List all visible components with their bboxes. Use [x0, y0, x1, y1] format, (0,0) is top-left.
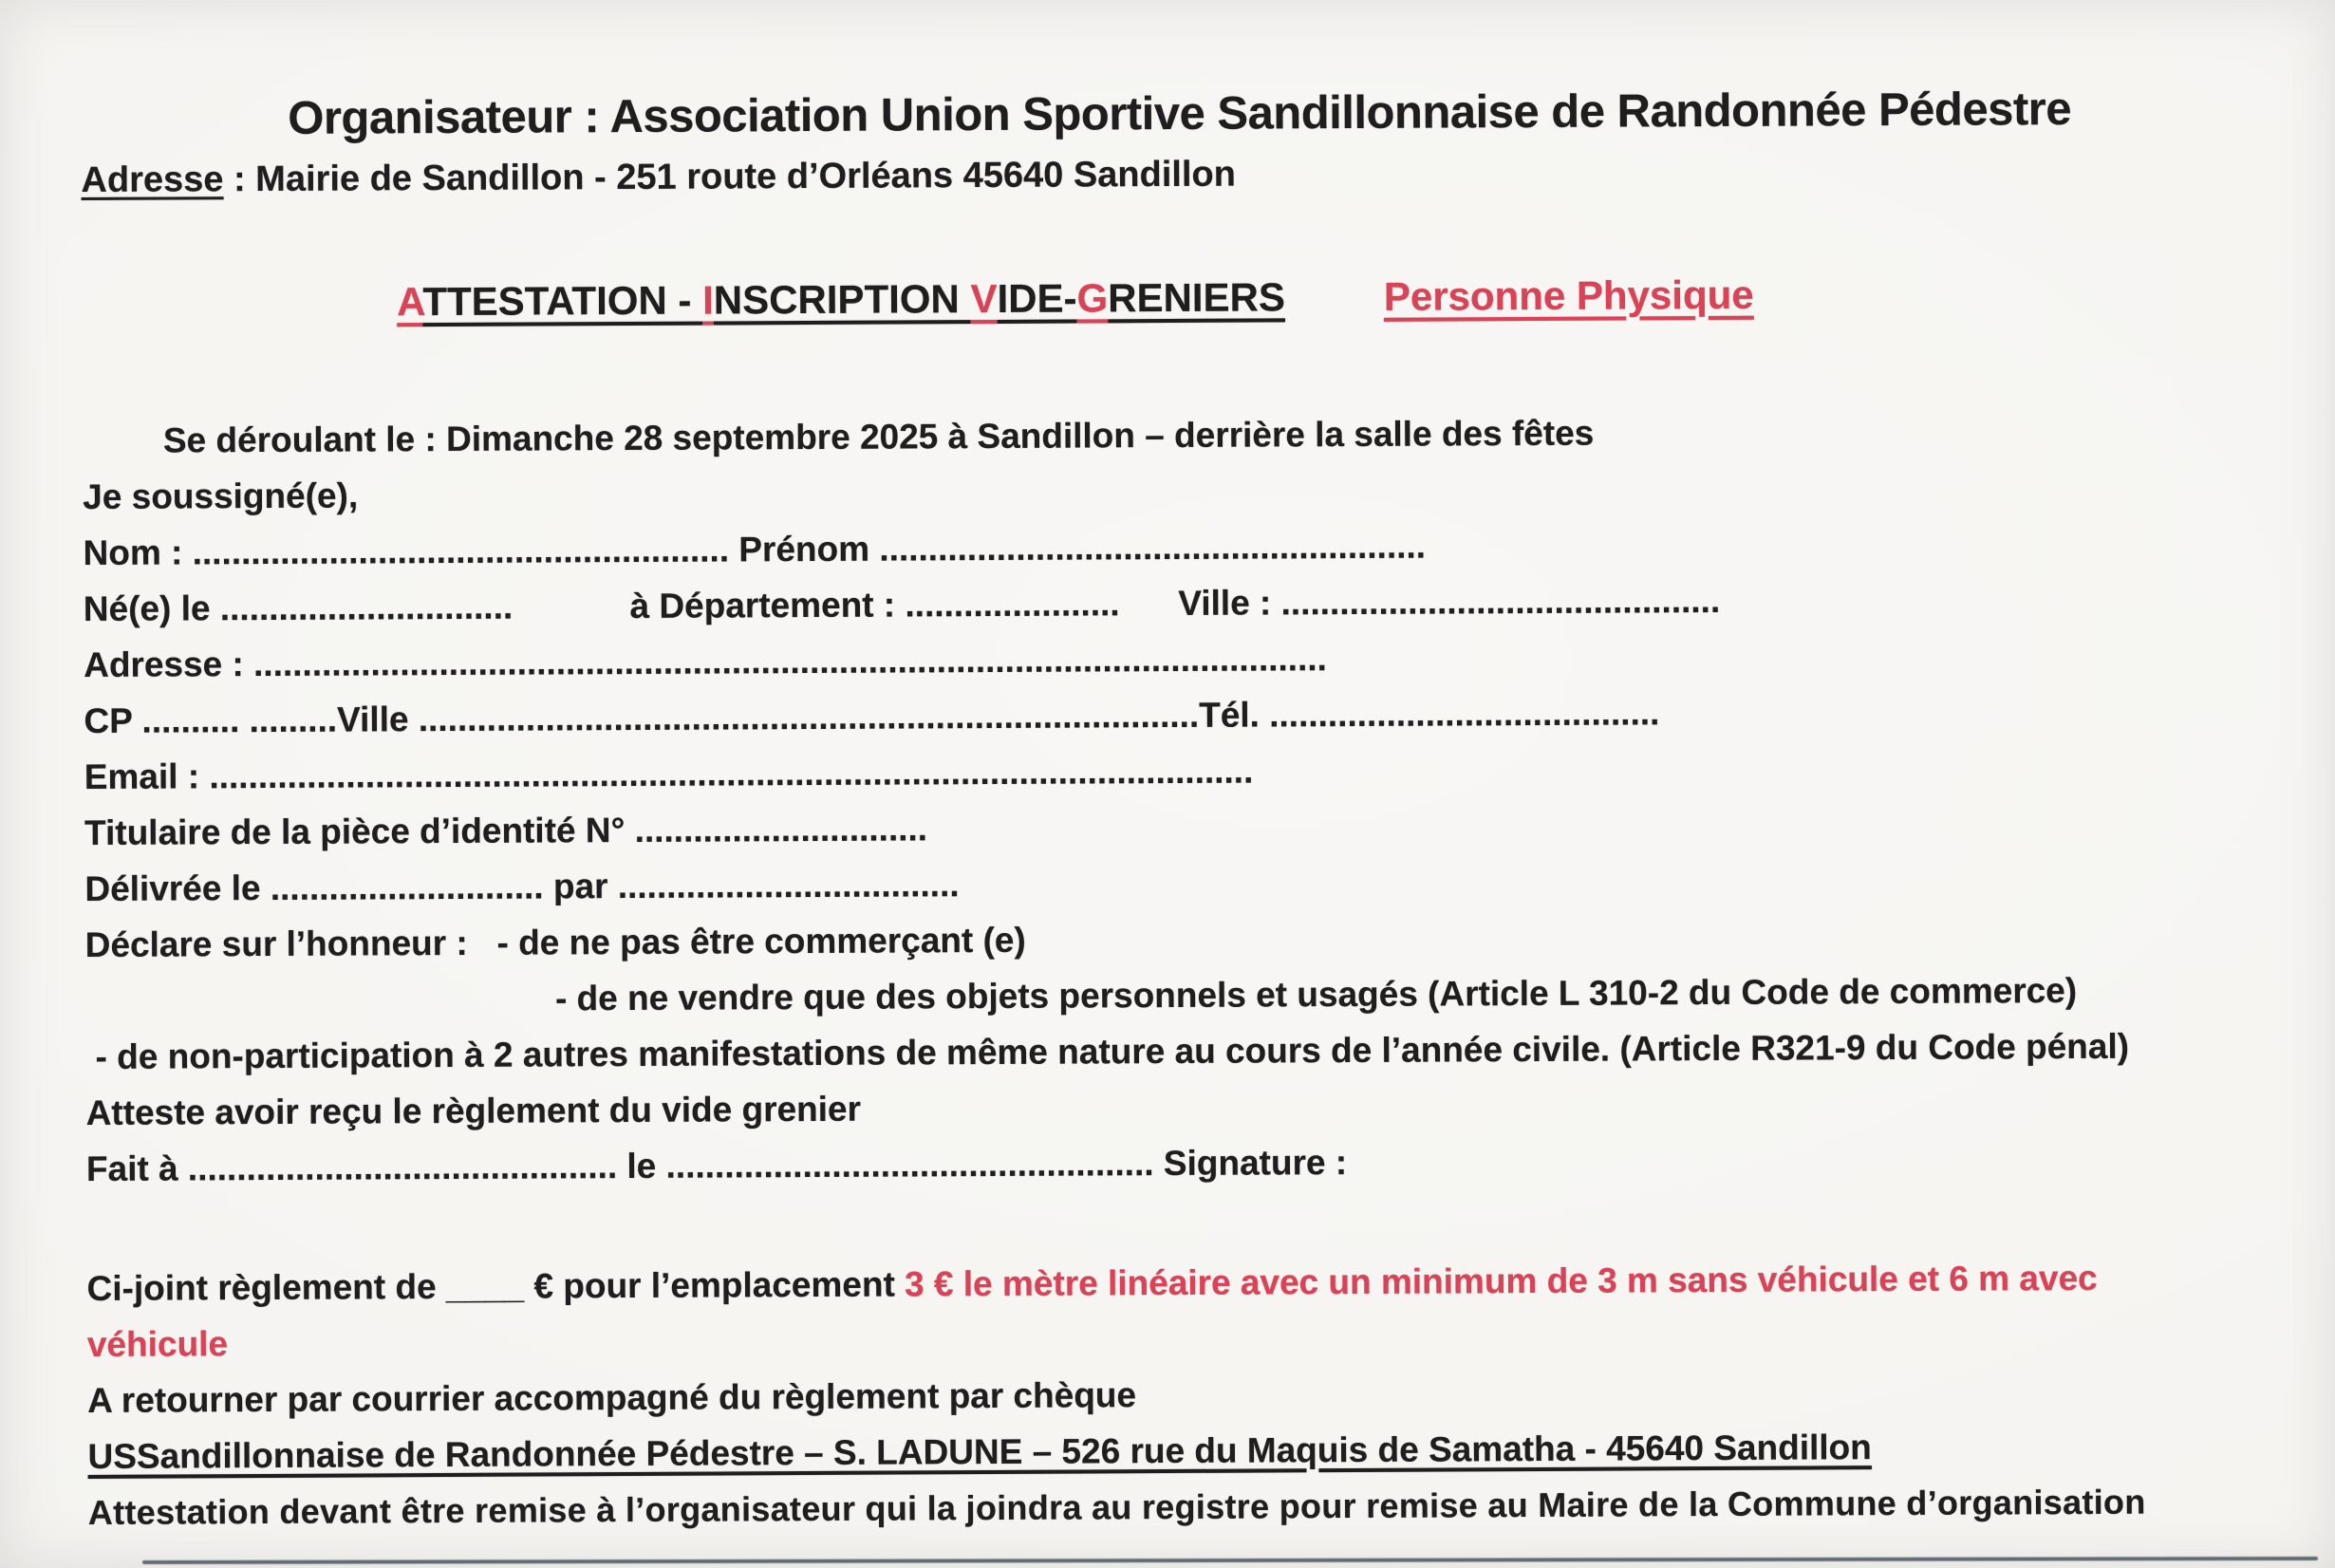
- heading-text-4: RENIERS: [1108, 274, 1285, 321]
- declare-objets-line: - de ne vendre que des objets personnels et usagés (Article L 310-2 du Code de commerce): [554, 971, 2078, 1018]
- adresse-field-line: Adresse : ..............................................................................................................: [84, 639, 1327, 684]
- heading-initial-a: A: [397, 279, 423, 325]
- heading-initial-i: I: [702, 277, 714, 323]
- heading-initial-g: G: [1076, 275, 1109, 321]
- fait-signature-line: Fait à ............................................ le .................................................. Signature :: [85, 1143, 1348, 1188]
- nom-field-line: Nom : ....................................................... Prénom ........................................................: [83, 526, 1427, 572]
- heading-row: [82, 267, 2279, 329]
- atteste-line: Atteste avoir reçu le règlement du vide grenier: [85, 1089, 862, 1132]
- soussigne-line: Je soussigné(e),: [83, 476, 359, 516]
- email-field-line: Email : ...........................................................................................................: [84, 751, 1254, 796]
- payment-line: [86, 1249, 2285, 1372]
- declare-participation-line: - de non-participation à 2 autres manifestations de même nature au cours de l’année civile. (Article R321-9 du Code pénal): [85, 1026, 2130, 1076]
- cp-ville-tel-field-line: CP .......... .........Ville ................................................................................Tél. ........................................: [84, 693, 1660, 740]
- event-line: Se déroulant le : Dimanche 28 septembre 2025 à Sandillon – derrière la salle des fêtes: [162, 413, 1595, 460]
- naissance-field-line: Né(e) le .............................. à Département : ...................... Ville : .............................................: [83, 580, 1721, 628]
- delivree-field-line: Délivrée le ............................ par ...................................: [84, 865, 960, 908]
- piece-identite-field-line: Titulaire de la pièce d’identité N° ..............................: [84, 809, 928, 852]
- heading-initial-v: V: [970, 275, 998, 322]
- organizer-title: Organisateur : Association Union Sportive Sandillonnaise de Randonnée Pédestre: [288, 84, 2072, 144]
- form-body: [83, 401, 2286, 1540]
- scan-edge-line: [142, 1557, 2318, 1564]
- heading-text-3: IDE-: [997, 275, 1077, 321]
- heading-text-1: TTESTATION -: [422, 277, 703, 325]
- person-type-label: Personne Physique: [1383, 271, 1754, 319]
- attestation-heading: [397, 271, 1285, 327]
- organizer-address-line: [81, 143, 2278, 206]
- retour-adresse-line: USSandillonnaise de Randonnée Pédestre – S. LADUNE – 526 rue du Maquis de Samatha - 45640 Sandillon: [87, 1428, 1872, 1476]
- form-content: [81, 79, 2286, 1540]
- heading-text-2: NSCRIPTION: [713, 276, 971, 323]
- retour-line: A retourner par courrier accompagné du règlement par chèque: [87, 1375, 1137, 1420]
- address-value: : Mairie de Sandillon - 251 route d’Orléans 45640 Sandillon: [223, 154, 1236, 200]
- payment-text: Ci-joint règlement de ____ € pour l’emplacement: [86, 1264, 906, 1308]
- payment-rate-text: 3 € le mètre linéaire avec un minimum de 3 m sans véhicule et 6 m avec véhicule: [86, 1258, 2098, 1364]
- declare-honneur-line: Déclare sur l’honneur : - de ne pas être commerçant (e): [84, 920, 1026, 964]
- footer-note-line: Attestation devant être remise à l’organisateur qui la joindra au registre pour remise au Maire de la Commune d’organisation: [87, 1482, 2146, 1532]
- address-label: Adresse: [81, 159, 224, 200]
